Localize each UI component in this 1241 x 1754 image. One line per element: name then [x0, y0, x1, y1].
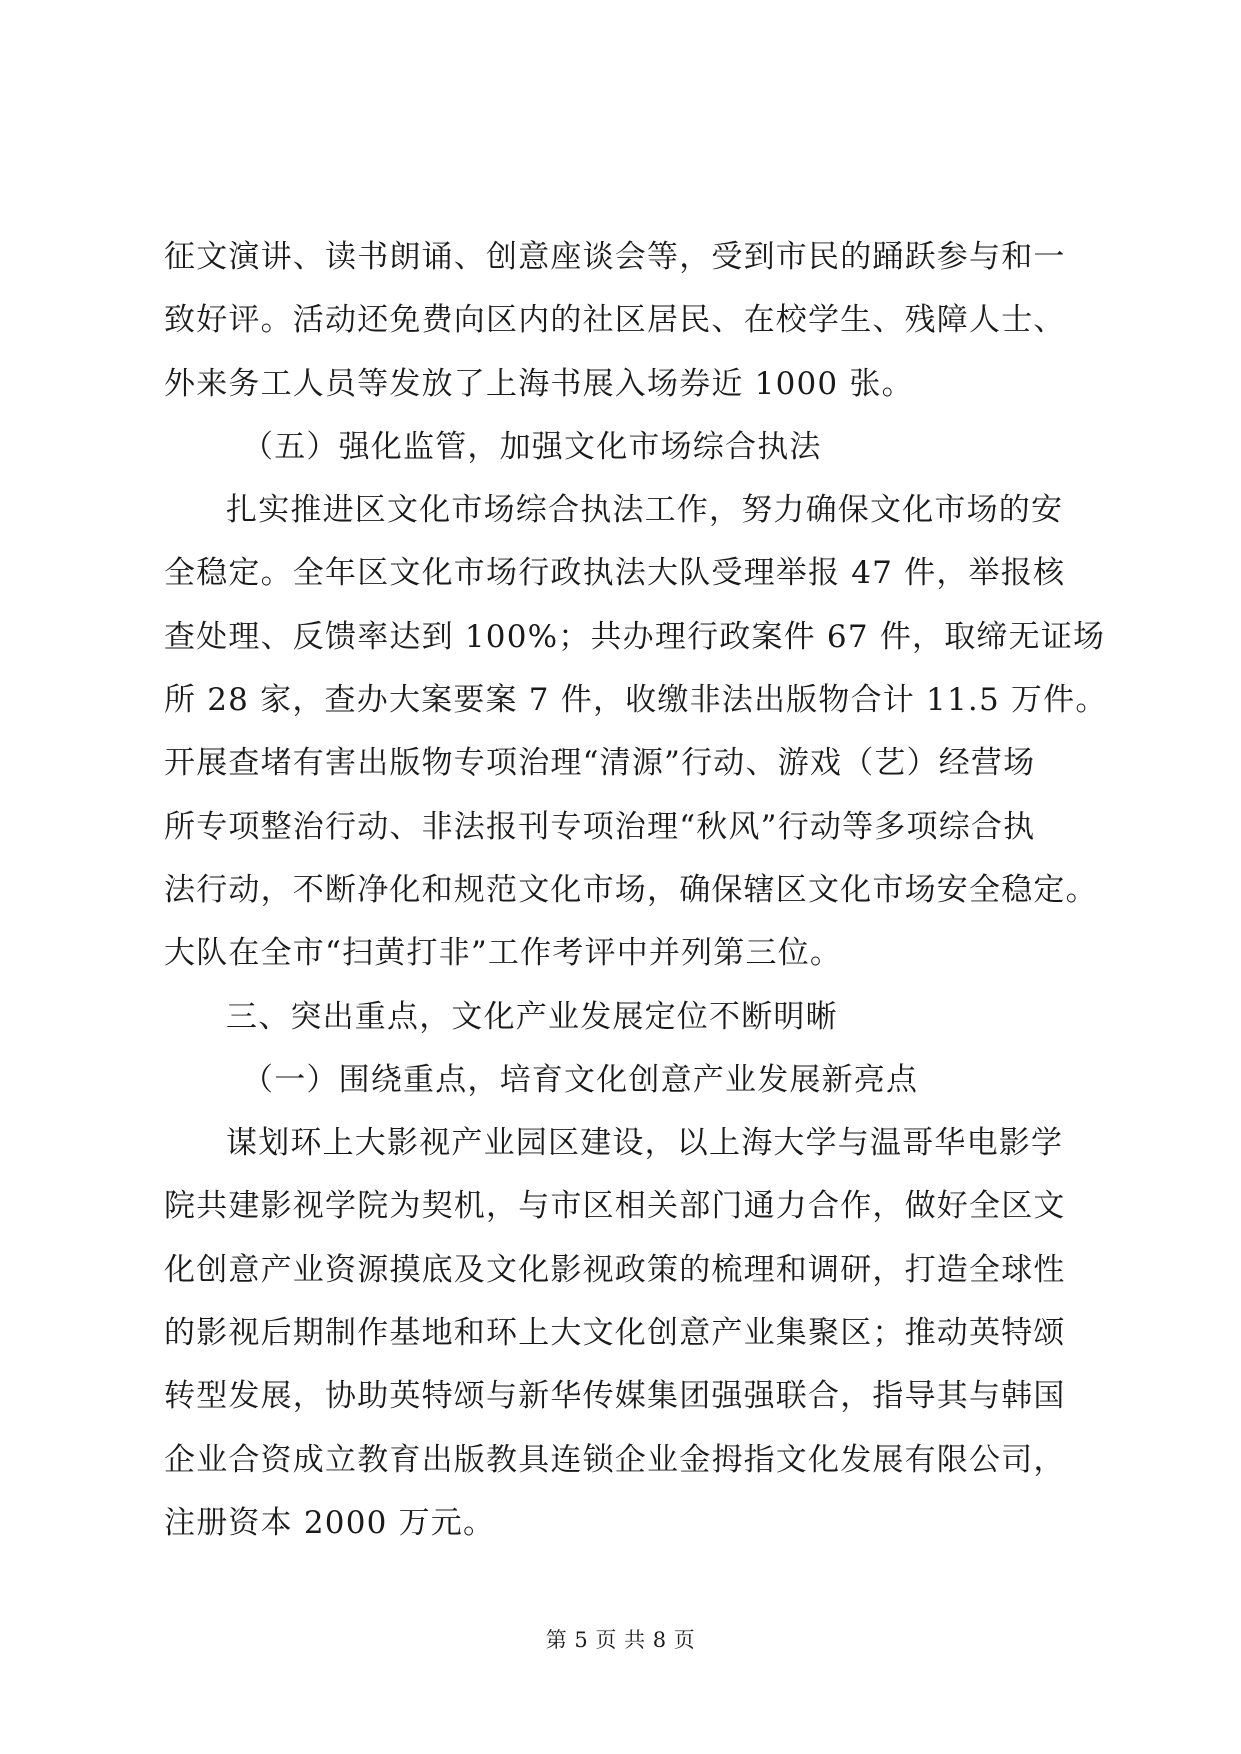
- text-line: 注册资本 2000 万元。: [164, 1504, 496, 1541]
- text-line: 大队在全市“扫黄打非”工作考评中并列第三位。: [164, 935, 843, 972]
- text-line: 所 28 家，查办大案要案 7 件，收缴非法出版物合计 11.5 万件。: [164, 682, 1108, 719]
- paragraph-first-line: 扎实推进区文化市场综合执法工作，努力确保文化市场的安: [226, 492, 1064, 529]
- text-line: 征文演讲、读书朗诵、创意座谈会等，受到市民的踊跃参与和一: [164, 239, 1066, 275]
- text-line: 化创意产业资源摸底及文化影视政策的梳理和调研，打造全球性: [164, 1251, 1066, 1288]
- text-line: 查处理、反馈率达到 100%；共办理行政案件 67 件，取缔无证场: [164, 618, 1106, 655]
- text-line: 企业合资成立教育出版教具连锁企业金拇指文化发展有限公司，: [164, 1441, 1066, 1478]
- text-line: 法行动，不断净化和规范文化市场，确保辖区文化市场安全稳定。: [164, 871, 1098, 908]
- text-line: 开展查堵有害出版物专项治理“清源”行动、游戏（艺）经营场: [164, 745, 1036, 782]
- text-line: 全稳定。全年区文化市场行政执法大队受理举报 47 件，举报核: [164, 555, 1066, 592]
- paragraph-first-line: 谋划环上大影视产业园区建设，以上海大学与温哥华电影学: [226, 1125, 1064, 1162]
- text-line: 外来务工人员等发放了上海书展入场券近 1000 张。: [164, 365, 914, 402]
- text-line: 致好评。活动还免费向区内的社区居民、在校学生、残障人士、: [164, 302, 1066, 339]
- text-line: 的影视后期制作基地和环上大文化创意产业集聚区；推动英特颂: [164, 1315, 1066, 1352]
- page-number-footer: 第 5 页 共 8 页: [545, 1628, 696, 1652]
- text-line: 转型发展，协助英特颂与新华传媒集团强强联合，指导其与韩国: [164, 1378, 1066, 1415]
- document-body: [164, 226, 1108, 1555]
- section-heading: 三、突出重点，文化产业发展定位不断明晰: [226, 998, 838, 1035]
- text-line: 院共建影视学院为契机，与市区相关部门通力合作，做好全区文: [164, 1188, 1066, 1225]
- section-subheading: （五）强化监管，加强文化市场综合执法: [242, 428, 822, 465]
- section-subheading: （一）围绕重点，培育文化创意产业发展新亮点: [242, 1061, 919, 1098]
- text-line: 所专项整治行动、非法报刊专项治理“秋风”行动等多项综合执: [164, 808, 1036, 845]
